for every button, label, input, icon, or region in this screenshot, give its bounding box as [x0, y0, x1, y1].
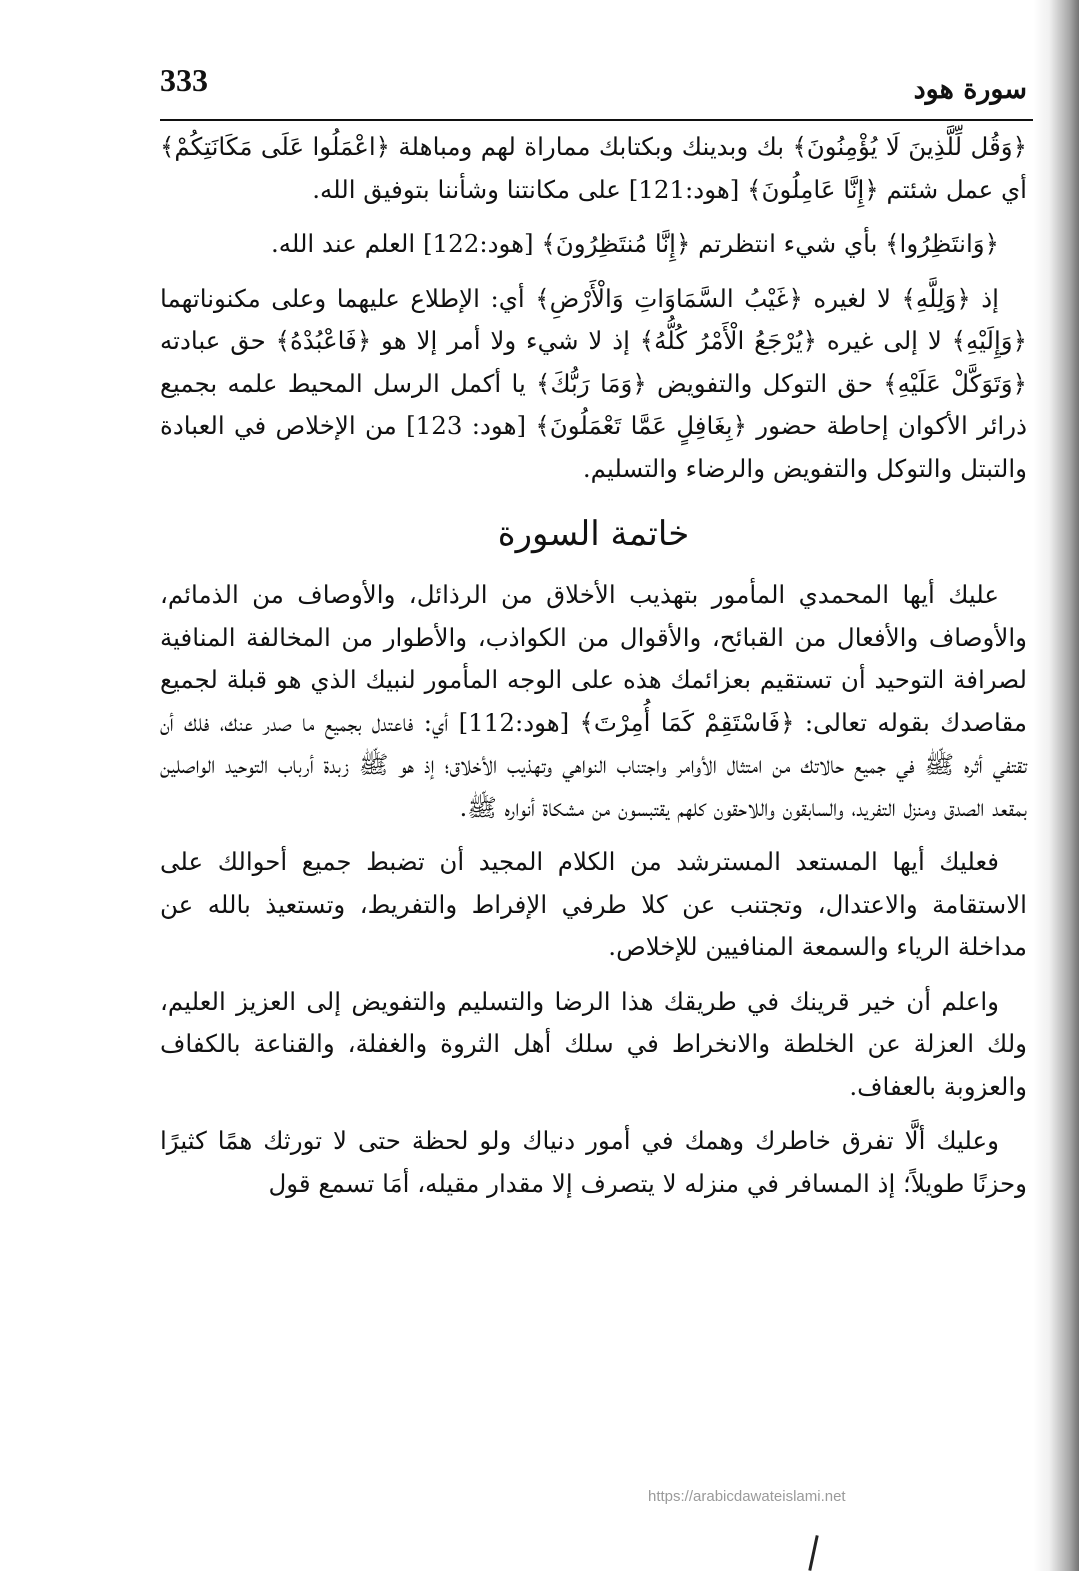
page-number: 333	[160, 62, 208, 98]
surah-title: سورة هود	[913, 74, 1027, 105]
paragraph: فعليك أيها المستعد المسترشد من الكلام المجيد أن تضبط جميع أحوالك على الاستقامة والاعتدال، وتجتنب عن كلا طرفي الإفراط والتفريط، وتستعيذ بالله عن مداخلة الرياء والسمعة المنافيين للإخلاص.	[160, 847, 1027, 961]
page-header	[160, 58, 1027, 120]
watermark-url: https://arabicdawateislami.net	[648, 1488, 846, 1505]
paragraph: وعليك ألَّا تفرق خاطرك وهمك في أمور دنياك ولو لحظة حتى لا تورثك همًا كثيرًا وحزنًا طويلاً؛ إذ المسافر في منزله لا يتصرف إلا مقدار مقيله، أمَا تسمع قول	[160, 1126, 1027, 1198]
paragraph: ﴿وَقُل لِّلَّذِينَ لَا يُؤْمِنُونَ﴾ بك وبدينك وبكتابك مماراة لهم ومباهلة ﴿اعْمَلُوا عَلَى مَكَانَتِكُمْ﴾ أي عمل شئتم ﴿إِنَّا عَامِلُونَ﴾ [هود:121] على مكانتنا وشأننا بتوفيق الله.	[160, 132, 1027, 204]
paragraph: عليك أيها المحمدي المأمور بتهذيب الأخلاق من الرذائل، والأوصاف من الذمائم، والأوصاف والأفعال من القبائح، والأقوال من الكواذب، والأطوار من المخالفة المنافية لصرافة التوحيد أن تستقيم بعزائمك هذه على الوجه المأمور لنبيك الذي هو قبلة لجميع مقاصدك بقوله تعالى: ﴿فَاسْتَقِمْ كَمَا أُمِرْتَ﴾ [هود:112] أي: فاعتدل بجميع ما صدر عنك، فلك أن تقتفي أثره ﷺ في جميع حالاتك من امتثال الأوامر واجتناب النواهي وتهذيب الأخلاق؛ إذ هو ﷺ زبدة أرباب التوحيد الواصلين بمقعد الصدق ومنزل التفريد، والسابقون واللاحقون كلهم يقتبسون من مشكاة أنواره ﷺ.	[160, 580, 1028, 822]
paragraph: ﴿وَانتَظِرُوا﴾ بأي شيء انتظرتم ﴿إِنَّا مُنتَظِرُونَ﴾ [هود:122] العلم عند الله.	[270, 229, 999, 258]
scan-mark	[808, 1535, 818, 1571]
paragraph: إذ ﴿وَلِلَّهِ﴾ لا لغيره ﴿غَيْبُ السَّمَاوَاتِ وَالْأَرْضِ﴾ أي: الإطلاع عليهما وعلى مكنوناتهما ﴿وَإِلَيْهِ﴾ لا إلى غيره ﴿يُرْجَعُ الْأَمْرُ كُلُّهُ﴾ إذ لا شيء ولا أمر إلا هو ﴿فَاعْبُدْهُ﴾ حق عبادته ﴿وَتَوَكَّلْ عَلَيْهِ﴾ حق التوكل والتفويض ﴿وَمَا رَبُّكَ﴾ يا أكمل الرسل المحيط علمه بجميع ذرائر الأكوان إحاطة حضور ﴿بِغَافِلٍ عَمَّا تَعْمَلُونَ﴾ [هود: 123] من الإخلاص في العبادة والتبتل والتوكل والتفويض والرضاء والتسليم.	[160, 283, 1027, 483]
paragraph: واعلم أن خير قرينك في طريقك هذا الرضا والتسليم والتفويض إلى العزيز العليم، ولك العزلة عن الخلطة والانخراط في سلك أهل الثروة والغفلة، والقناعة بالكفاف والعزوبة بالعفاف.	[160, 986, 1027, 1101]
section-title: خاتمة السورة	[497, 514, 690, 554]
page-edge-shadow	[1033, 0, 1079, 1571]
page-body	[160, 126, 1027, 1217]
header-divider	[160, 119, 1033, 121]
